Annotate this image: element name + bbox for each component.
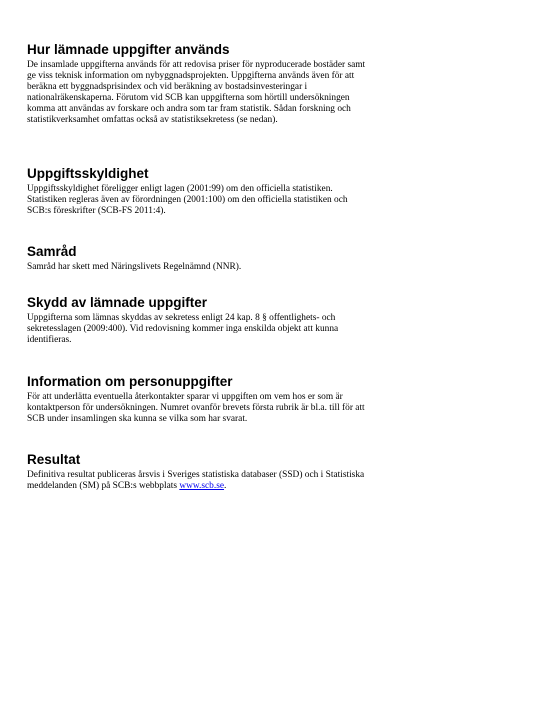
text-line: För att underlätta eventuella återkontakter sparar vi uppgiften om vem hos er som är bbox=[27, 392, 343, 402]
text-line: SCB under insamlingen ska kunna se vilka som har svarat. bbox=[27, 413, 248, 424]
heading-personal-data: Information om personuppgifter bbox=[27, 374, 233, 389]
heading-obligation: Uppgiftsskyldighet bbox=[27, 166, 149, 181]
text-line: statistikverksamhet omfattas också av statistiksekretess (se nedan). bbox=[27, 114, 278, 125]
section-obligation bbox=[27, 166, 432, 217]
text-line: De insamlade uppgifterna används för att redovisa priser för nyproducerade bostäder samt bbox=[27, 60, 366, 70]
heading-results: Resultat bbox=[27, 452, 81, 467]
paragraph-consultation bbox=[27, 262, 432, 273]
section-personal-data bbox=[27, 374, 432, 425]
text-line: Definitiva resultat publiceras årsvis i Sveriges statistiska databaser (SSD) och i Statistiska bbox=[27, 470, 365, 480]
text-line: beräkna ett byggnadsprisindex och vid beräkning av bostadsinvesteringar i bbox=[27, 81, 308, 92]
text-line: Uppgifterna som lämnas skyddas av sekretess enligt 24 kap. 8 § offentlighets- och bbox=[27, 313, 336, 323]
text-line-suffix: . bbox=[224, 480, 227, 491]
section-results bbox=[27, 452, 432, 492]
scb-website-link[interactable]: www.scb.se bbox=[179, 480, 225, 491]
paragraph-usage bbox=[27, 60, 432, 125]
text-line: komma att användas av forskare och andra som tar fram statistik. Sådan forskning och bbox=[27, 103, 351, 114]
text-line: Uppgiftsskyldighet föreligger enligt lagen (2001:99) om den officiella statistiken. bbox=[27, 184, 333, 194]
text-line: Samråd har skett med Näringslivets Regelnämnd (NNR). bbox=[27, 262, 242, 272]
heading-protection: Skydd av lämnade uppgifter bbox=[27, 295, 208, 310]
text-line: nationalräkenskaperna. Förutom vid SCB kan uppgifterna som hörtill undersökningen bbox=[27, 92, 350, 103]
text-line: ge viss teknisk information om nybyggnadsprojekten. Uppgifterna används även för att bbox=[27, 70, 355, 81]
paragraph-results bbox=[27, 470, 432, 492]
section-consultation bbox=[27, 244, 432, 273]
paragraph-protection bbox=[27, 313, 432, 346]
section-protection bbox=[27, 295, 432, 346]
heading-consultation: Samråd bbox=[27, 244, 77, 259]
heading-usage: Hur lämnade uppgifter används bbox=[27, 42, 230, 57]
text-line: SCB:s föreskrifter (SCB-FS 2011:4). bbox=[27, 205, 166, 216]
section-usage bbox=[27, 42, 432, 125]
text-line: Statistiken regleras även av förordningen (2001:100) om den officiella statistiken och bbox=[27, 194, 348, 205]
text-line: meddelanden (SM) på SCB:s webbplats bbox=[27, 480, 180, 491]
paragraph-personal-data bbox=[27, 392, 432, 425]
paragraph-obligation bbox=[27, 184, 432, 217]
text-line: kontaktperson för undersökningen. Numret ovanför brevets första rubrik är bl.a. till för att bbox=[27, 402, 365, 413]
text-line: identifieras. bbox=[27, 334, 72, 345]
text-line: sekretesslagen (2009:400). Vid redovisning kommer inga enskilda objekt att kunna bbox=[27, 323, 339, 334]
